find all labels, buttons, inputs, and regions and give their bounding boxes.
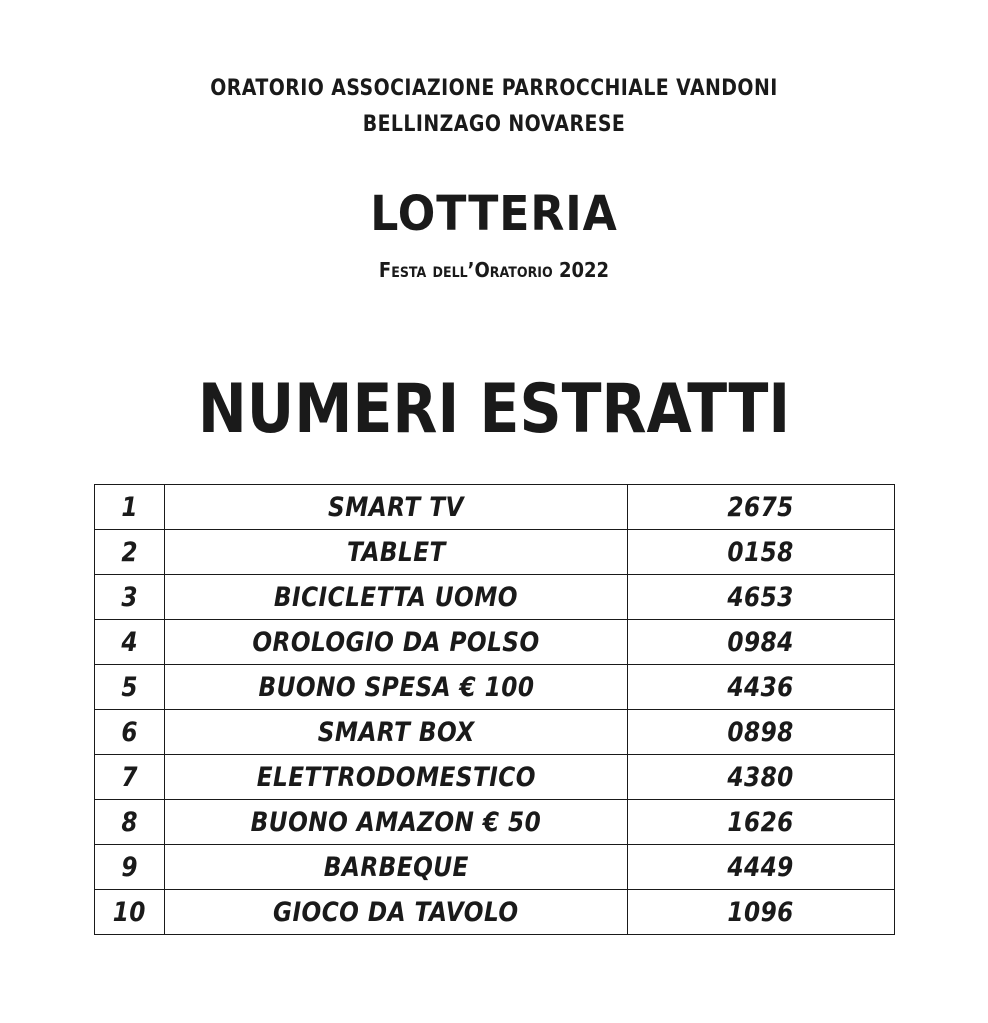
page-subtitle: Festa dell’Oratorio 2022 [378,258,610,282]
table-row [95,665,895,710]
number-cell: 1096 [628,890,895,935]
page-title: LOTTERIA [370,186,618,242]
prize-cell: GIOCO DA TAVOLO [165,890,628,935]
number-cell: 4449 [628,845,895,890]
organization-location: BELLINZAGO NOVARESE [362,112,626,137]
table-row [95,710,895,755]
position-cell: 5 [95,665,165,710]
number-cell: 0158 [628,530,895,575]
position-cell: 3 [95,575,165,620]
number-cell: 0898 [628,710,895,755]
table-row [95,620,895,665]
table-row [95,530,895,575]
prize-cell: OROLOGIO DA POLSO [165,620,628,665]
number-cell: 4436 [628,665,895,710]
prize-cell: BICICLETTA UOMO [165,575,628,620]
table-row [95,575,895,620]
position-cell: 7 [95,755,165,800]
results-heading: NUMERI ESTRATTI [197,370,791,449]
prize-cell: BARBEQUE [165,845,628,890]
number-cell: 2675 [628,485,895,530]
results-table [94,484,895,935]
number-cell: 0984 [628,620,895,665]
number-cell: 1626 [628,800,895,845]
table-row [95,890,895,935]
prize-cell: SMART BOX [165,710,628,755]
position-cell: 6 [95,710,165,755]
prize-cell: SMART TV [165,485,628,530]
results-table-body [95,485,895,935]
table-row [95,845,895,890]
position-cell: 8 [95,800,165,845]
position-cell: 4 [95,620,165,665]
prize-cell: BUONO SPESA € 100 [165,665,628,710]
position-cell: 10 [95,890,165,935]
prize-cell: ELETTRODOMESTICO [165,755,628,800]
prize-cell: TABLET [165,530,628,575]
prize-cell: BUONO AMAZON € 50 [165,800,628,845]
number-cell: 4653 [628,575,895,620]
position-cell: 9 [95,845,165,890]
table-row [95,485,895,530]
table-row [95,800,895,845]
position-cell: 1 [95,485,165,530]
position-cell: 2 [95,530,165,575]
organization-name: ORATORIO ASSOCIAZIONE PARROCCHIALE VANDONI [210,76,778,101]
number-cell: 4380 [628,755,895,800]
table-row [95,755,895,800]
